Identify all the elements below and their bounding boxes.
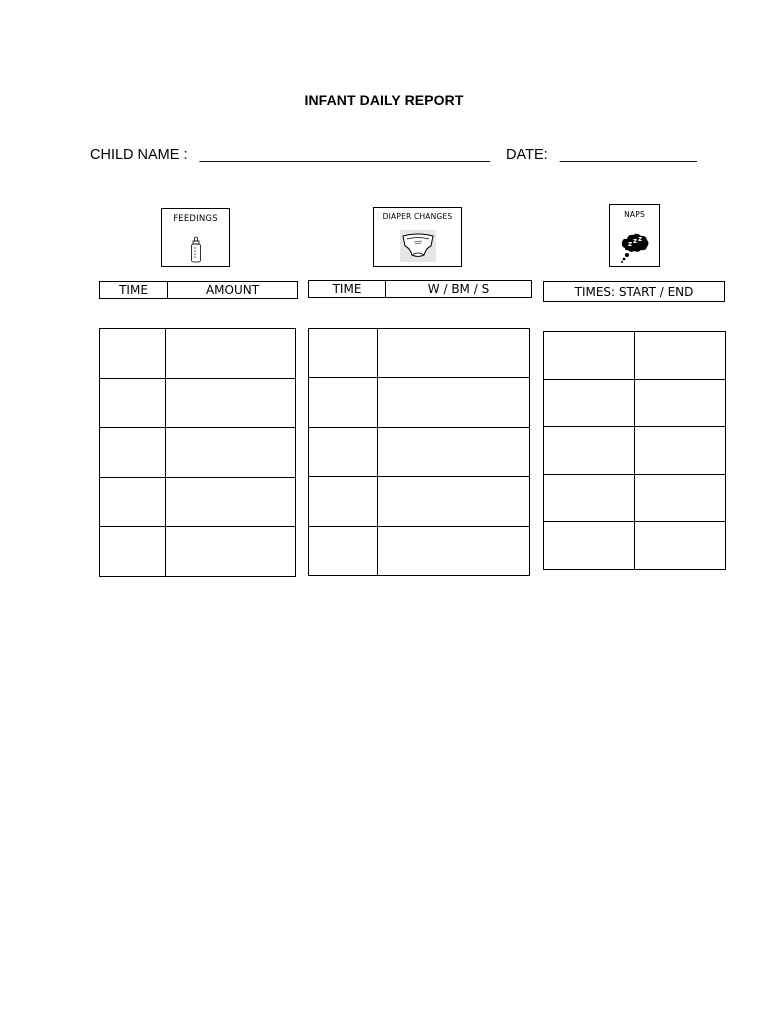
naps-table — [543, 331, 726, 570]
feedings-time-cell[interactable] — [100, 378, 166, 428]
diaper-time-cell[interactable] — [309, 427, 378, 476]
table-row — [544, 379, 726, 427]
table-row — [309, 378, 530, 427]
child-name-field[interactable]: ____________________________________ — [199, 147, 490, 163]
diaper-icon — [400, 230, 436, 262]
svg-text:z: z — [628, 240, 633, 248]
naps-times-header: TIMES: START / END — [574, 284, 694, 299]
naps-start-cell[interactable] — [544, 522, 635, 570]
diaper-time-cell[interactable] — [309, 378, 378, 427]
naps-label: NAPS — [624, 210, 645, 219]
feedings-amount-cell[interactable] — [166, 378, 296, 428]
page-title: INFANT DAILY REPORT — [304, 92, 464, 108]
diaper-table — [308, 328, 530, 576]
feedings-label: FEEDINGS — [173, 214, 218, 224]
diaper-time-header: TIME — [332, 282, 362, 296]
baby-bottle-icon — [188, 236, 204, 264]
table-row — [544, 522, 726, 570]
feedings-amount-header: AMOUNT — [167, 282, 297, 298]
naps-end-cell[interactable] — [635, 427, 726, 475]
feedings-amount-cell[interactable] — [166, 527, 296, 577]
table-row — [100, 428, 296, 478]
naps-header — [543, 281, 725, 302]
feedings-time-cell[interactable] — [100, 477, 166, 527]
svg-text:z: z — [638, 235, 643, 243]
sleep-cloud-icon — [619, 230, 651, 264]
naps-end-cell[interactable] — [635, 379, 726, 427]
diaper-time-cell[interactable] — [309, 526, 378, 575]
svg-text:z: z — [633, 237, 638, 245]
naps-end-cell[interactable] — [635, 474, 726, 522]
diaper-icon-box — [373, 207, 462, 267]
naps-start-cell[interactable] — [544, 474, 635, 522]
feedings-header — [99, 281, 298, 299]
diaper-type-cell[interactable] — [378, 477, 530, 526]
feedings-time-cell[interactable] — [100, 527, 166, 577]
table-row — [100, 477, 296, 527]
naps-end-cell[interactable] — [635, 522, 726, 570]
diaper-type-cell[interactable] — [378, 526, 530, 575]
table-row — [544, 474, 726, 522]
feedings-time-cell[interactable] — [100, 329, 166, 379]
table-row — [100, 527, 296, 577]
naps-icon-box — [609, 204, 660, 267]
table-row — [100, 378, 296, 428]
table-row — [100, 329, 296, 379]
feedings-amount-cell[interactable] — [166, 329, 296, 379]
feedings-amount-cell[interactable] — [166, 477, 296, 527]
feedings-time-header: TIME — [119, 283, 148, 297]
feedings-time-cell[interactable] — [100, 428, 166, 478]
feedings-amount-cell[interactable] — [166, 428, 296, 478]
table-row — [309, 526, 530, 575]
feedings-table — [99, 328, 296, 577]
diaper-header — [308, 280, 532, 298]
table-row — [309, 477, 530, 526]
diaper-type-cell[interactable] — [378, 329, 530, 378]
diaper-time-cell[interactable] — [309, 477, 378, 526]
table-row — [544, 332, 726, 380]
child-name-row — [90, 147, 697, 163]
table-row — [544, 427, 726, 475]
feedings-icon-box — [161, 208, 230, 267]
diaper-label: DIAPER CHANGES — [382, 212, 453, 221]
table-row — [309, 329, 530, 378]
diaper-type-cell[interactable] — [378, 378, 530, 427]
table-row — [309, 427, 530, 476]
diaper-type-cell[interactable] — [378, 427, 530, 476]
diaper-time-cell[interactable] — [309, 329, 378, 378]
naps-start-cell[interactable] — [544, 427, 635, 475]
child-name-label: CHILD NAME : — [90, 147, 188, 163]
naps-start-cell[interactable] — [544, 379, 635, 427]
date-label: DATE: — [506, 147, 548, 163]
naps-start-cell[interactable] — [544, 332, 635, 380]
date-field[interactable]: _________________ — [559, 147, 697, 163]
diaper-type-header: W / BM / S — [385, 281, 531, 297]
naps-end-cell[interactable] — [635, 332, 726, 380]
